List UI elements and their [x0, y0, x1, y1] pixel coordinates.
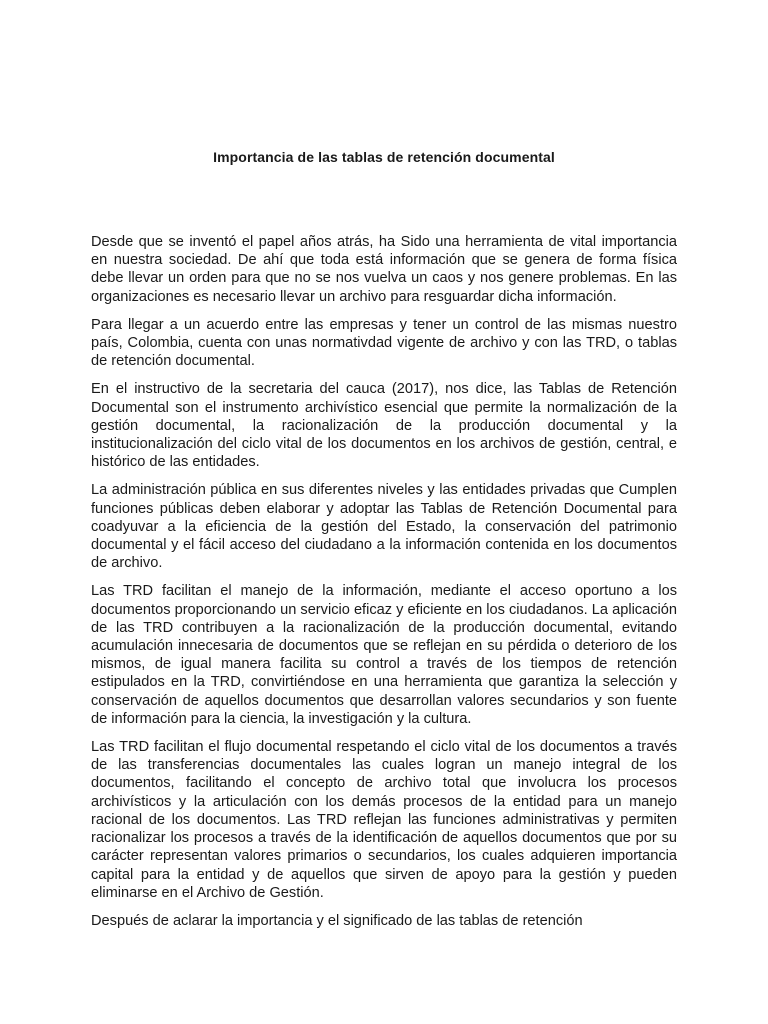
document-body: [91, 233, 677, 940]
paragraph-4: La administración pública en sus diferentes niveles y las entidades privadas que Cumplen funciones públicas deben elaborar y adoptar las Tablas de Retención Documental para coadyuvar a la eficiencia de la gestión del Estado, la conservación del patrimonio documental y el fácil acceso del ciudadano a la información contenida en los documentos de archivo.: [91, 482, 677, 572]
paragraph-2: Para llegar a un acuerdo entre las empresas y tener un control de las mismas nuestro país, Colombia, cuenta con unas normativdad vigente de archivo y con las TRD, o tablas de retención documental.: [91, 316, 677, 370]
paragraph-7: Después de aclarar la importancia y el significado de las tablas de retención: [91, 912, 583, 929]
paragraph-6: Las TRD facilitan el flujo documental respetando el ciclo vital de los documentos a través de las transferencias documentales las cuales logran un manejo integral de los documentos, facilitando el concepto de archivo total que involucra los procesos archivísticos y la articulación con los demás procesos de la entidad para un manejo racional de los documentos. Las TRD reflejan las funciones administrativas y permiten racionalizar los procesos a través de la identificación de aquellos documentos que por su carácter representan valores primarios o secundarios, los cuales adquieren importancia capital para la entidad y de aquellos que sirven de apoyo para la gestión y pueden eliminarse en el Archivo de Gestión.: [91, 739, 677, 901]
paragraph-5: Las TRD facilitan el manejo de la información, mediante el acceso oportuno a los documentos proporcionando un servicio eficaz y eficiente en los ciudadanos. La aplicación de las TRD contribuyen a la racionalización de la producción documental, evitando acumulación innecesaria de documentos que se reflejan en su pérdida o deterioro de los mismos, de igual manera facilita su control a través de los tiempos de retención estipulados en la TRD, convirtiéndose en una herramienta que garantiza la selección y conservación de aquellos documentos que desarrollan valores secundarios y son fuente de información para la ciencia, la investigación y la cultura.: [91, 583, 677, 727]
paragraph-1: Desde que se inventó el papel años atrás, ha Sido una herramienta de vital importancia en nuestra sociedad. De ahí que toda está información que se genera de forma física debe llevar un orden para que no se nos vuelva un caos y nos genere problemas. En las organizaciones es necesario llevar un archivo para resguardar dicha información.: [91, 234, 677, 305]
document-title: Importancia de las tablas de retención documental: [213, 149, 555, 165]
paragraph-3: En el instructivo de la secretaria del cauca (2017), nos dice, las Tablas de Retención Documental son el instrumento archivístico esencial que permite la normalización de la gestión documental, la racionalización de la producción documental y la institucionalización del ciclo vital de los documentos en los archivos de gestión, central, e histórico de las entidades.: [91, 381, 677, 471]
